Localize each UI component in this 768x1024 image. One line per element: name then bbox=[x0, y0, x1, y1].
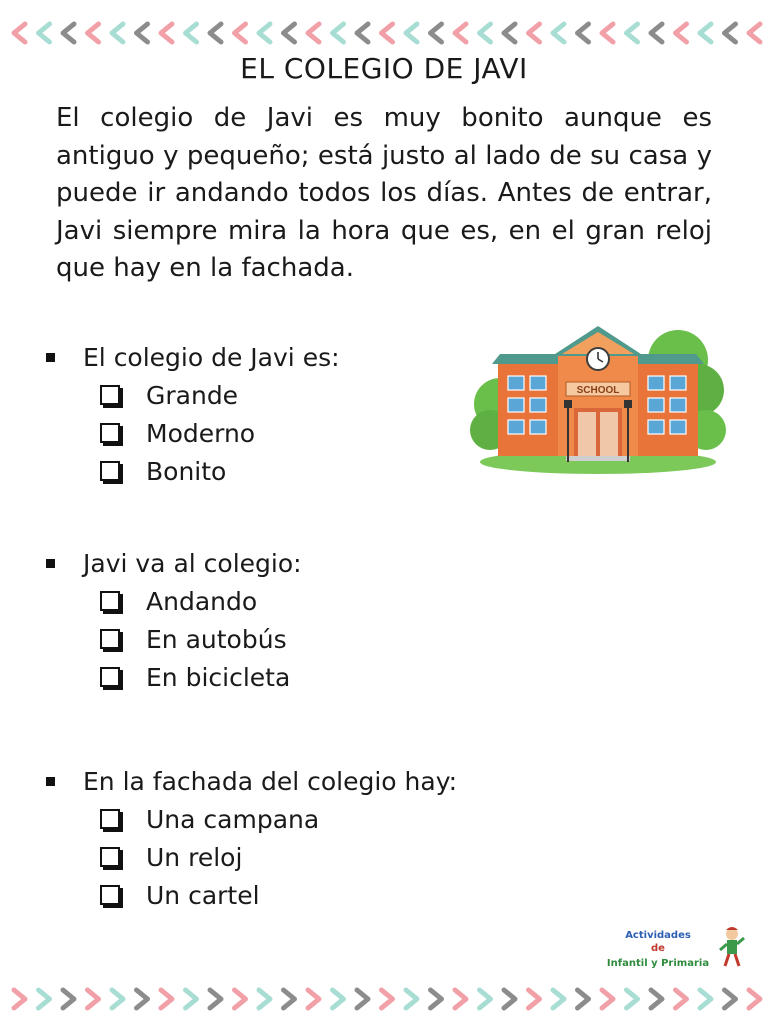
checkbox-icon[interactable] bbox=[100, 461, 120, 481]
option-un-cartel[interactable] bbox=[100, 876, 466, 914]
chevron-icon bbox=[651, 24, 662, 42]
chevron-icon bbox=[553, 24, 564, 42]
checkbox-icon[interactable] bbox=[100, 629, 120, 649]
chevron-icon bbox=[88, 24, 99, 42]
question-prompt: Javi va al colegio: bbox=[83, 548, 302, 578]
chevron-icon bbox=[578, 990, 589, 1008]
option-grande[interactable] bbox=[100, 376, 466, 414]
logo-line-1: Actividades bbox=[625, 930, 691, 941]
option-label: Moderno bbox=[146, 418, 256, 448]
chevron-icon bbox=[112, 990, 123, 1008]
chevron-icon bbox=[357, 24, 368, 42]
decorative-chevron-border-top bbox=[0, 18, 768, 48]
checkbox-icon[interactable] bbox=[100, 667, 120, 687]
decorative-chevron-border-bottom bbox=[0, 984, 768, 1014]
chevron-icon bbox=[700, 990, 711, 1008]
option-moderno[interactable] bbox=[100, 414, 466, 452]
chevron-icon bbox=[308, 24, 319, 42]
chevron-icon bbox=[308, 990, 319, 1008]
chevron-icon bbox=[14, 24, 25, 42]
chevron-icon bbox=[553, 990, 564, 1008]
chevron-icon bbox=[406, 990, 417, 1008]
option-label: En autobús bbox=[146, 624, 287, 654]
chevron-icon bbox=[529, 990, 540, 1008]
checkbox-icon[interactable] bbox=[100, 885, 120, 905]
option-en-bicicleta[interactable] bbox=[100, 658, 466, 696]
question-prompt: El colegio de Javi es: bbox=[83, 342, 340, 372]
option-un-reloj[interactable] bbox=[100, 838, 466, 876]
checkbox-icon[interactable] bbox=[100, 847, 120, 867]
chevron-icon bbox=[749, 24, 760, 42]
checkbox-icon[interactable] bbox=[100, 385, 120, 405]
chevron-icon bbox=[455, 24, 466, 42]
chevron-icon bbox=[480, 990, 491, 1008]
chevron-icon bbox=[137, 990, 148, 1008]
chevron-icon bbox=[627, 24, 638, 42]
chevron-icon bbox=[39, 990, 50, 1008]
chevron-icon bbox=[235, 990, 246, 1008]
chevron-icon bbox=[749, 990, 760, 1008]
chevron-icon bbox=[186, 990, 197, 1008]
checkbox-icon[interactable] bbox=[100, 591, 120, 611]
chevron-icon bbox=[333, 24, 344, 42]
chevron-icon bbox=[406, 24, 417, 42]
chevron-icon bbox=[186, 24, 197, 42]
option-label: Una campana bbox=[146, 804, 320, 834]
bullet-icon bbox=[46, 777, 55, 786]
question-3 bbox=[46, 762, 466, 914]
bullet-icon bbox=[46, 353, 55, 362]
logo-line-2: de bbox=[651, 943, 665, 954]
chevron-icon bbox=[210, 24, 221, 42]
chevron-icon bbox=[112, 24, 123, 42]
chevron-icon bbox=[63, 990, 74, 1008]
chevron-icon bbox=[578, 24, 589, 42]
option-label: Un cartel bbox=[146, 880, 260, 910]
option-en-autobus[interactable] bbox=[100, 620, 466, 658]
chevron-icon bbox=[676, 24, 687, 42]
checkbox-icon[interactable] bbox=[100, 809, 120, 829]
chevron-icon bbox=[602, 24, 613, 42]
chevron-icon bbox=[39, 24, 50, 42]
chevron-icon bbox=[480, 24, 491, 42]
publisher-logo bbox=[596, 922, 752, 974]
logo-line-3: Infantil y Primaria bbox=[606, 958, 710, 969]
chevron-icon bbox=[455, 990, 466, 1008]
chevron-icon bbox=[504, 990, 515, 1008]
bullet-icon bbox=[46, 559, 55, 568]
chevron-icon bbox=[651, 990, 662, 1008]
chevron-icon bbox=[284, 24, 295, 42]
chevron-icon bbox=[161, 24, 172, 42]
chevron-icon bbox=[382, 990, 393, 1008]
chevron-icon bbox=[259, 990, 270, 1008]
chevron-icon bbox=[529, 24, 540, 42]
option-una-campana[interactable] bbox=[100, 800, 466, 838]
option-andando[interactable] bbox=[100, 582, 466, 620]
chevron-icon bbox=[700, 24, 711, 42]
question-prompt: En la fachada del colegio hay: bbox=[83, 766, 458, 796]
option-label: Andando bbox=[146, 586, 258, 616]
chevron-icon bbox=[14, 990, 25, 1008]
school-sign-text: SCHOOL bbox=[576, 385, 620, 396]
option-label: Grande bbox=[146, 380, 239, 410]
chevron-icon bbox=[602, 990, 613, 1008]
chevron-icon bbox=[676, 990, 687, 1008]
chevron-icon bbox=[504, 24, 515, 42]
option-label: Un reloj bbox=[146, 842, 243, 872]
chevron-icon bbox=[235, 24, 246, 42]
chevron-icon bbox=[431, 24, 442, 42]
option-bonito[interactable] bbox=[100, 452, 466, 490]
school-building-illustration bbox=[470, 312, 726, 476]
option-label: Bonito bbox=[146, 456, 227, 486]
chevron-icon bbox=[431, 990, 442, 1008]
chevron-icon bbox=[725, 24, 736, 42]
chevron-icon bbox=[259, 24, 270, 42]
page-title: EL COLEGIO DE JAVI bbox=[240, 52, 528, 85]
option-label: En bicicleta bbox=[146, 662, 291, 692]
chevron-icon bbox=[333, 990, 344, 1008]
chevron-icon bbox=[137, 24, 148, 42]
chevron-icon bbox=[161, 990, 172, 1008]
question-1 bbox=[46, 338, 466, 490]
question-2 bbox=[46, 544, 466, 696]
chevron-icon bbox=[357, 990, 368, 1008]
story-paragraph: El colegio de Javi es muy bonito aunque es antiguo y pequeño; está justo al lado de su casa y puede ir andando todos los días. Antes de entrar, Javi siempre mira la hora que es, en el gran reloj que hay en la fachada. bbox=[56, 103, 712, 283]
chevron-icon bbox=[210, 990, 221, 1008]
chevron-icon bbox=[284, 990, 295, 1008]
kid-mascot-icon bbox=[720, 927, 744, 966]
checkbox-icon[interactable] bbox=[100, 423, 120, 443]
chevron-icon bbox=[725, 990, 736, 1008]
chevron-icon bbox=[627, 990, 638, 1008]
chevron-icon bbox=[63, 24, 74, 42]
chevron-icon bbox=[382, 24, 393, 42]
chevron-icon bbox=[88, 990, 99, 1008]
